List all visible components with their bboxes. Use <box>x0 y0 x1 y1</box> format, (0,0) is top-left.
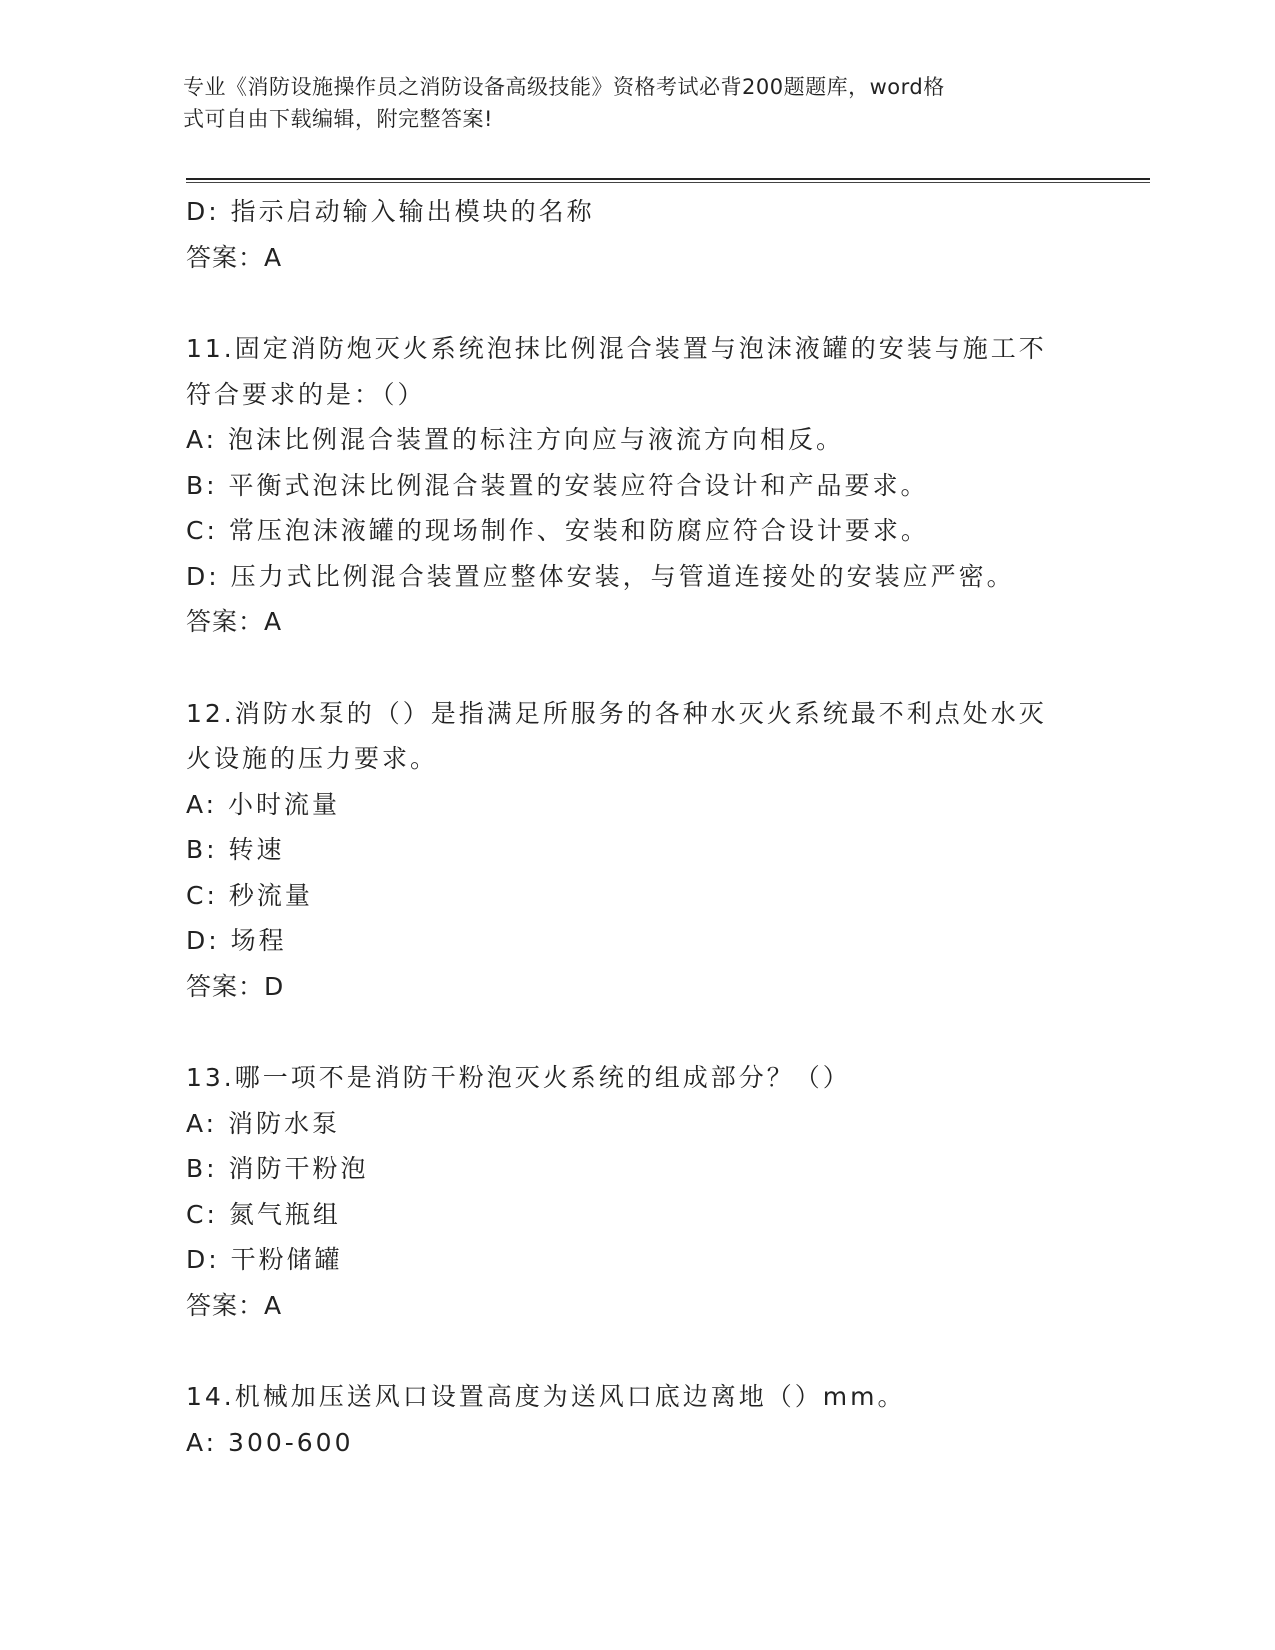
option-b: B: 平衡式泡沫比例混合装置的安装应符合设计和产品要求。 <box>186 470 929 500</box>
option-d: D: 干粉储罐 <box>186 1245 343 1274</box>
question-stem: 12.消防水泵的（）是指满足所服务的各种水灭火系统最不利点处水灭 <box>186 698 1047 728</box>
spacer <box>186 645 1086 691</box>
option-d: D: 场程 <box>186 926 287 955</box>
option-c: C: 氮气瓶组 <box>186 1199 341 1229</box>
option-a: A: 小时流量 <box>186 789 341 819</box>
answer: 答案：A <box>186 1290 283 1320</box>
option-a: A: 300-600 <box>186 1427 354 1457</box>
option-a: A: 消防水泵 <box>186 1108 341 1138</box>
option-a: A: 泡沫比例混合装置的标注方向应与液流方向相反。 <box>186 425 845 454</box>
question-11 <box>186 326 1086 645</box>
answer: 答案：D <box>186 971 285 1001</box>
q10-option-d: D: 指示启动输入输出模块的名称 <box>186 197 595 226</box>
option-b: B: 转速 <box>186 835 285 864</box>
question-12 <box>186 691 1086 1010</box>
spacer <box>186 1328 1086 1374</box>
option-c: C: 常压泡沫液罐的现场制作、安装和防腐应符合设计要求。 <box>186 516 929 545</box>
header-line-2: 式可自由下载编辑，附完整答案! <box>183 107 493 131</box>
option-d: D: 压力式比例混合装置应整体安装，与管道连接处的安装应严密。 <box>186 561 1015 591</box>
question-stem: 13.哪一项不是消防干粉泡灭火系统的组成部分？（） <box>186 1063 851 1092</box>
question-14 <box>186 1374 1086 1465</box>
question-stem-continued: 符合要求的是：（） <box>186 379 426 409</box>
question-list <box>186 189 1086 1465</box>
spacer <box>186 1009 1086 1055</box>
question-stem-continued: 火设施的压力要求。 <box>186 744 439 773</box>
question-13 <box>186 1055 1086 1328</box>
page-header <box>183 71 1063 135</box>
spacer <box>186 280 1086 326</box>
header-line-1: 专业《消防设施操作员之消防设备高级技能》资格考试必背200题题库，word格 <box>183 75 945 99</box>
header-divider-thick <box>186 178 1150 180</box>
question-stem: 11.固定消防炮灭火系统泡抹比例混合装置与泡沫液罐的安装与施工不 <box>186 334 1047 363</box>
option-b: B: 消防干粉泡 <box>186 1154 369 1183</box>
q10-answer: 答案：A <box>186 242 283 272</box>
question-stem: 14.机械加压送风口设置高度为送风口底边离地（）mm。 <box>186 1382 906 1411</box>
option-c: C: 秒流量 <box>186 880 313 910</box>
answer: 答案：A <box>186 607 283 636</box>
header-divider-thin <box>186 182 1150 183</box>
